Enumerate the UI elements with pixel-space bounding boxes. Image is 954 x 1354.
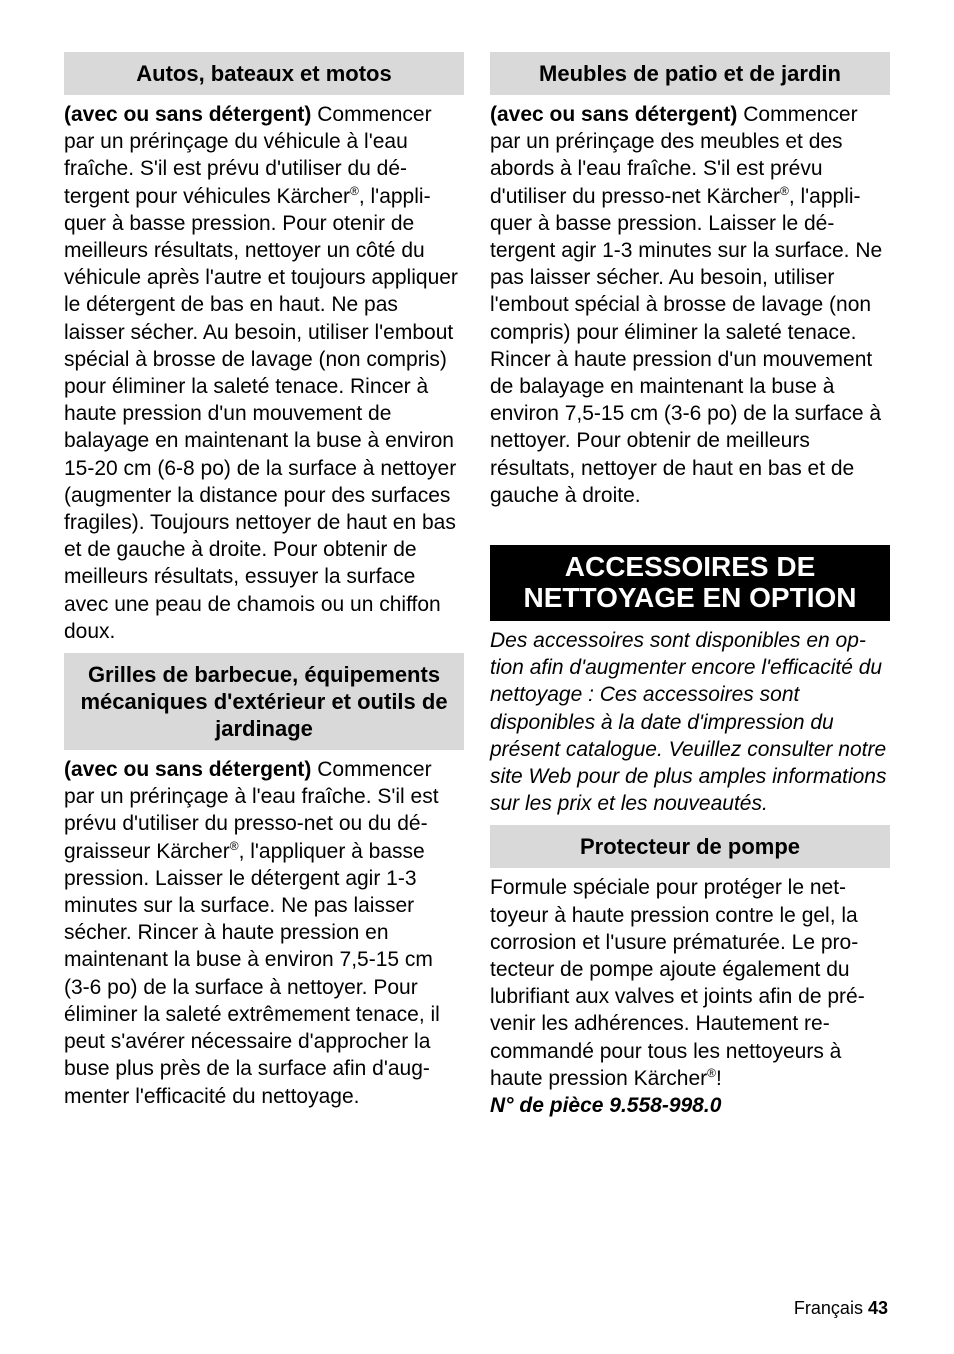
accessories-heading: ACCESSOIRES DE NETTOYAGE EN OPTION <box>490 545 890 621</box>
section-heading-autos: Autos, bateaux et motos <box>64 52 464 95</box>
body-text-part: Commencer par un prérinçage des meubles et des abords à l'eau fraîche. S'il est prévu d'utiliser du presso-net Kärcher <box>490 103 858 208</box>
registered-mark: ® <box>350 183 359 198</box>
section-heading-patio: Meubles de patio et de jardin <box>490 52 890 95</box>
body-text-part: , l'appliquer à basse pression. Laisser le détergent agir 1-3 minutes sur la surface. Ne pas laisser sécher. Au besoin, utiliser l'embout spécial à brosse de lavage (non compris) pour éliminer la saleté tenace. Rincer à haute pression d'un mouvement de balayage en maintenant la buse à environ 7,5-15 cm (3-6 po) de la surface à nettoyer. Pour obtenir de meilleurs résultats, nettoyer de haut en bas et de gauche à droite. <box>490 184 883 507</box>
right-column <box>490 52 890 1119</box>
body-text-part: , l'appliquer à basse pression. Pour otenir de meilleurs résultats, nettoyer un côté du véhicule après l'autre et toujours appliquer le détergent de bas en haut. Ne pas laisser sécher. Au besoin, utiliser l'embout spécial à brosse de lavage (non compris) pour éliminer la saleté tenace. Rincer à haute pression d'un mouvement de balayage en maintenant la buse à environ 15-20 cm (6-8 po) de la surface à nettoyer (augmenter la distance pour des surfaces fragiles). Toujours nettoyer de haut en bas et de gauche à droite. Pour obtenir de meilleurs résultats, essuyer la surface avec une peau de chamois ou un chiffon doux. <box>64 184 458 643</box>
section-body-patio <box>490 101 890 509</box>
registered-mark: ® <box>707 1065 716 1080</box>
registered-mark: ® <box>779 183 789 198</box>
section-body-autos <box>64 101 464 645</box>
body-text-part: Commencer par un prérinçage du véhicule à l'eau fraîche. S'il est prévu d'utiliser du détergent pour véhicules Kärcher <box>64 103 432 208</box>
page-footer <box>794 1297 888 1319</box>
body-text-part: , l'appliquer à basse pression. Laisser le détergent agir 1-3 minutes sur la surface. Ne pas laisser sécher. Rincer à haute pression en maintenant la buse à environ 7,5-15 cm (3-6 po) de la surface à nettoyer. Pour éliminer la saleté extrêmement tenace, il peut s'avérer nécessaire d'approcher la buse plus près de la surface afin d'augmenter l'efficacité du nettoyage. <box>64 839 440 1108</box>
body-text-part: Formule spéciale pour protéger le nettoyeur à haute pression contre le gel, la corrosion et l'usure prématurée. Le protecteur de pompe ajoute également du lubrifiant aux valves et joints afin de prévenir les adhérences. Hautement recommandé pour tous les nettoyeurs à haute pression Kärcher <box>490 876 865 1090</box>
footer-language: Français <box>793 1298 863 1318</box>
page-number: 43 <box>867 1298 888 1318</box>
left-column <box>64 52 464 1110</box>
section-heading-pump: Protecteur de pompe <box>490 825 890 868</box>
section-body-pump <box>490 874 890 1119</box>
accessories-intro: Des accessoires sont disponibles en option afin d'augmenter encore l'efficacité du nettoyage : Ces accessoires sont disponibles à la date d'impression du présent catalogue. Veuillez consulter notre site Web pour de plus amples informations sur les prix et les nouveautés. <box>490 629 887 816</box>
body-text-part: Commencer par un prérinçage à l'eau fraîche. S'il est prévu d'utiliser du presso-net ou du dégraisseur Kärcher <box>64 758 439 863</box>
registered-mark: ® <box>229 838 239 853</box>
section-heading-barbecue: Grilles de barbecue, équipements mécaniques d'extérieur et outils de jardinage <box>64 653 464 750</box>
section-body-barbecue <box>64 756 464 1110</box>
detergent-note: (avec ou sans détergent) <box>64 758 312 782</box>
body-text-part: ! <box>715 1066 722 1090</box>
detergent-note: (avec ou sans détergent) <box>64 103 312 126</box>
part-number: N° de pièce 9.558-998.0 <box>490 1094 722 1118</box>
detergent-note: (avec ou sans détergent) <box>490 103 738 126</box>
